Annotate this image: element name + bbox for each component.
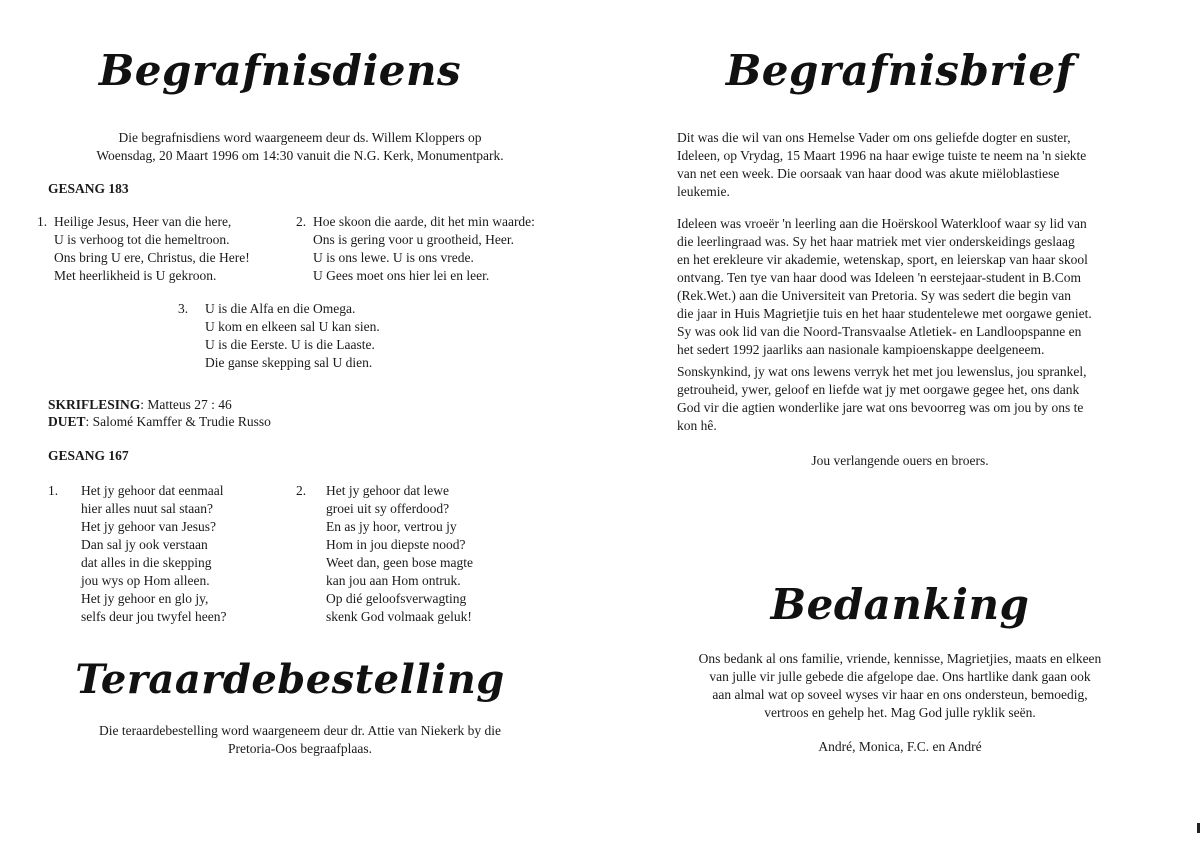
verse-number: 3. [178, 301, 189, 316]
intro-line: Woensdag, 20 Maart 1996 om 14:30 vanuit die N.G. Kerk, Monumentpark. [96, 148, 504, 163]
verse-line: Het jy gehoor en glo jy, [81, 591, 209, 606]
paragraph-line: die leerlingraad was. Sy het haar matriek met vier onderskeidings geslaag [677, 234, 1075, 249]
verse-line: U is verhoog tot die hemeltroon. [54, 232, 230, 247]
skriflesing-label: SKRIFLESING [48, 397, 141, 412]
paragraph-line: Ideleen, op Vrydag, 15 Maart 1996 na haar ewige tuiste te neem na 'n siekte [677, 148, 1087, 163]
verse-line: Ons bring U ere, Christus, die Here! [54, 250, 250, 265]
verse-line: Het jy gehoor dat eenmaal [81, 483, 224, 498]
burial-text [0, 722, 600, 758]
verse-line: jou wys op Hom alleen. [81, 573, 210, 588]
verse-line: Heilige Jesus, Heer van die here, [54, 214, 232, 229]
verse-line: U Gees moet ons hier lei en leer. [313, 268, 490, 283]
paragraph-line: ontvang. Ten tye van haar dood was Ideleen 'n eerstejaar-student in B.Com [677, 270, 1081, 285]
paragraph-line: en het erekleure vir akademie, wetenskap, sport, en leierskap van haar skool [677, 252, 1088, 267]
verse-line: U kom en elkeen sal U kan sien. [205, 319, 380, 334]
thanks-line: aan almal wat op soveel wyses vir haar en ons ondersteun, bemoedig, [712, 687, 1088, 702]
verse-line: selfs deur jou twyfel heen? [81, 609, 227, 624]
gesang-183-verse-3 [178, 300, 438, 375]
verse-line: Ons is gering voor u grootheid, Heer. [313, 232, 514, 247]
burial-line: Pretoria-Oos begraafplaas. [228, 741, 372, 756]
verse-number: 1. [48, 483, 59, 498]
heading-teraardebestelling: Teraardebestelling [75, 656, 505, 703]
verse-line: Dan sal jy ook verstaan [81, 537, 208, 552]
verse-line: dat alles in die skepping [81, 555, 212, 570]
skriflesing-value: : Matteus 27 : 46 [140, 397, 232, 412]
paragraph-line: God vir die agtien wonderlike jare wat ons bevoorreg was om jou by ons te [677, 400, 1084, 415]
paragraph-line: het sedert 1992 jaarliks aan nasionale kampioenskappe deelgeneem. [677, 342, 1045, 357]
gesang-183-verse-1 [37, 213, 287, 288]
verse-line: Die ganse skepping sal U dien. [205, 355, 373, 370]
paragraph-line: (Rek.Wet.) aan die Universiteit van Pretoria. Sy was sedert die begin van [677, 288, 1072, 303]
paragraph-line: Ideleen was vroeër 'n leerling aan die Hoërskool Waterkloof waar sy lid van [677, 216, 1087, 231]
paragraph-line: Sonskynkind, jy wat ons lewens verryk het met jou lewenslus, jou sprankel, [677, 364, 1087, 379]
thanks-line: Ons bedank al ons familie, vriende, kennisse, Magrietjies, maats en elkeen [698, 651, 1102, 666]
verse-line: kan jou aan Hom ontruk. [326, 573, 461, 588]
verse-line: Het jy gehoor dat lewe [326, 483, 449, 498]
verse-line: Met heerlikheid is U gekroon. [54, 268, 217, 283]
verse-number: 2. [296, 483, 307, 498]
heading-bedanking: Bedanking [770, 580, 1030, 629]
verse-line: Het jy gehoor van Jesus? [81, 519, 216, 534]
gesang-167-verse-1 [48, 482, 278, 632]
verse-line: skenk God volmaak geluk! [326, 609, 472, 624]
verse-line: U is die Eerste. U is die Laaste. [205, 337, 375, 352]
verse-line: U is ons lewe. U is ons vrede. [313, 250, 474, 265]
thanks-text [600, 650, 1200, 722]
heading-begrafnisbrief: Begrafnisbrief [725, 46, 1075, 95]
paragraph-line: kon hê. [677, 418, 717, 433]
verse-line: hier alles nuut sal staan? [81, 501, 213, 516]
letter-paragraph-1 [677, 129, 1086, 201]
gesang-167-verse-2 [296, 482, 526, 632]
duet-value: : Salomé Kamffer & Trudie Russo [85, 414, 271, 429]
verse-line: Hom in jou diepste nood? [326, 537, 466, 552]
duet-row [48, 413, 271, 431]
service-intro [0, 129, 600, 165]
gesang-183-title: GESANG 183 [48, 181, 129, 196]
right-page [600, 0, 1200, 855]
letter-signoff: Jou verlangende ouers en broers. [811, 453, 989, 468]
intro-line: Die begrafnisdiens word waargeneem deur ds. Willem Kloppers op [118, 130, 482, 145]
gesang-183-verse-2 [296, 213, 596, 288]
verse-line: Op dié geloofsverwagting [326, 591, 467, 606]
gesang-167-title: GESANG 167 [48, 448, 129, 463]
thanks-line: van julle vir julle gebede die afgelope dae. Ons hartlike dank gaan ook [709, 669, 1091, 684]
paragraph-line: van net een week. Die oorsaak van haar dood was akute miëloblastiese [677, 166, 1060, 181]
verse-line: Weet dan, geen bose magte [326, 555, 473, 570]
thanks-line: vertroos en gehelp het. Mag God julle ryklik seën. [764, 705, 1036, 720]
paragraph-line: Dit was die wil van ons Hemelse Vader om ons geliefde dogter en suster, [677, 130, 1071, 145]
heading-begrafnisdiens: Begrafnisdiens [98, 46, 462, 95]
verse-line: En as jy hoor, vertrou jy [326, 519, 457, 534]
family-names: André, Monica, F.C. en André [818, 739, 982, 754]
duet-label: DUET [48, 414, 86, 429]
letter-paragraph-3 [677, 363, 1086, 435]
verse-line: U is die Alfa en die Omega. [205, 301, 356, 316]
paragraph-line: getrouheid, ywer, geloof en liefde wat jy met oorgawe gegee het, ons dank [677, 382, 1080, 397]
verse-line: groei uit sy offerdood? [326, 501, 450, 516]
verse-number: 1. [37, 214, 48, 229]
skriflesing-row [48, 396, 232, 414]
paragraph-line: Sy was ook lid van die Noord-Transvaalse Atletiek- en Landloopspanne en [677, 324, 1082, 339]
verse-number: 2. [296, 214, 307, 229]
letter-paragraph-2 [677, 215, 1092, 359]
burial-line: Die teraardebestelling word waargeneem deur dr. Attie van Niekerk by die [99, 723, 501, 738]
paragraph-line: leukemie. [677, 184, 730, 199]
paragraph-line: die jaar in Huis Magrietjie tuis en het haar studentelewe met oorgawe geniet. [677, 306, 1092, 321]
verse-line: Hoe skoon die aarde, dit het min waarde: [313, 214, 535, 229]
